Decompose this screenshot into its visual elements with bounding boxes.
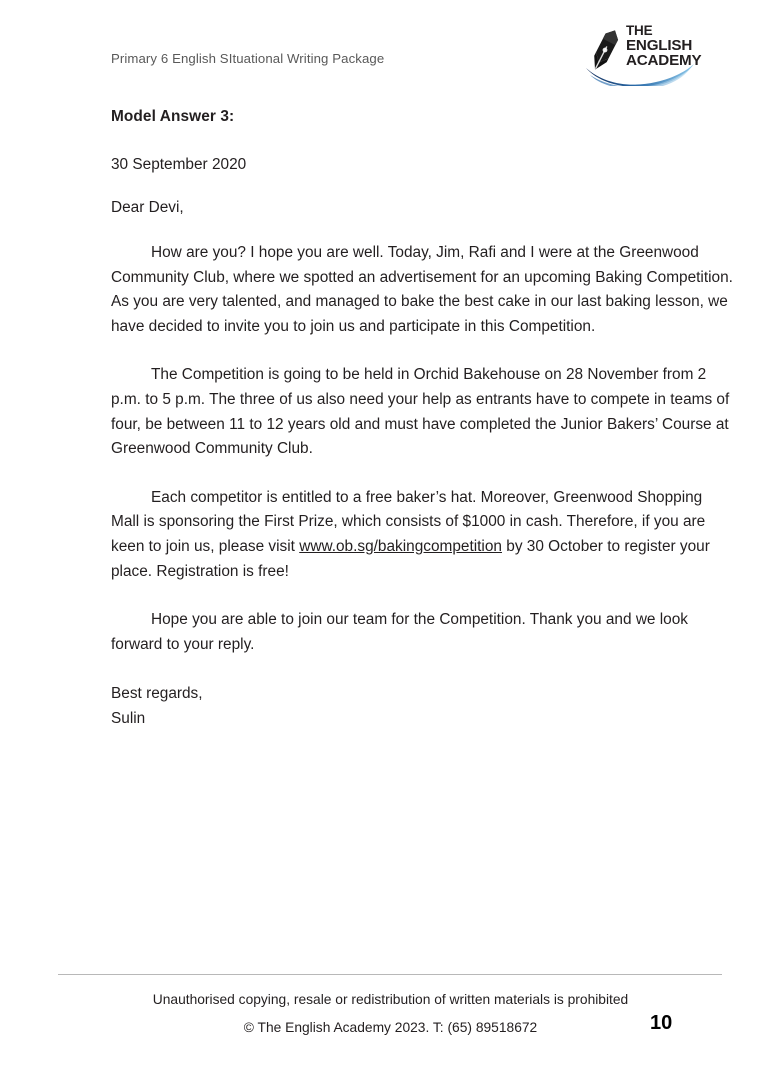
contact-info: © The English Academy 2023. T: (65) 89518672 xyxy=(243,1020,538,1035)
paragraph-text: Each competitor is entitled to a free baker’s hat. Moreover, Greenwood Shopping Mall is sponsoring the First Prize, which consists of $1000 in cash. Therefore, if you are keen to join us, please visit xyxy=(111,488,706,555)
signoff-closing: Best regards, xyxy=(111,685,203,703)
page-footer xyxy=(0,970,781,1080)
page-number: 10 xyxy=(650,1012,673,1034)
paragraph-text: The Competition is going to be held in Orchid Bakehouse on 28 November from 2 p.m. to 5 p.m. The three of us also need your help as entrants have to compete in teams of four, be between 11 to 12 years old and must have completed the Junior Bakers’ Course at Greenwood Community Club. xyxy=(111,366,730,458)
letter-body xyxy=(111,108,733,732)
logo-line-academy: ACADEMY xyxy=(626,52,702,70)
header-title: Primary 6 English SItuational Writing Package xyxy=(111,51,385,66)
paragraph-text: How are you? I hope you are well. Today, Jim, Rafi and I were at the Greenwood Community Club, where we spotted an advertisement for an upcoming Baking Competition. As you are very talented, and managed to bake the best cake in our last baking lesson, we have decided to invite you to join us and participate in this Competition. xyxy=(111,244,733,335)
logo-line-the: THE xyxy=(626,23,653,38)
signoff-name: Sulin xyxy=(111,709,146,727)
letter-paragraph xyxy=(111,486,733,584)
footer-divider xyxy=(58,974,722,975)
english-academy-logo xyxy=(586,22,702,84)
page-header xyxy=(0,0,781,100)
paragraph-text: Hope you are able to join our team for the Competition. Thank you and we look forward to your reply. xyxy=(111,611,688,653)
letter-salutation: Dear Devi, xyxy=(111,199,184,216)
blue-wave-swoosh-icon xyxy=(584,58,696,86)
competition-link[interactable]: www.ob.sg/bakingcompetition xyxy=(299,537,502,555)
copyright-notice: Unauthorised copying, resale or redistribution of written materials is prohibited xyxy=(152,992,629,1007)
paragraph-text-tail: by 30 October to register your place. Registration is free! xyxy=(111,537,710,580)
page-title: Model Answer 3: xyxy=(111,108,235,125)
letter-paragraph xyxy=(111,608,733,657)
letter-paragraph xyxy=(111,241,733,339)
logo-line-english: ENGLISH xyxy=(626,36,693,54)
letter-date: 30 September 2020 xyxy=(111,156,247,173)
letter-signoff xyxy=(111,682,733,731)
letter-paragraph xyxy=(111,363,733,461)
